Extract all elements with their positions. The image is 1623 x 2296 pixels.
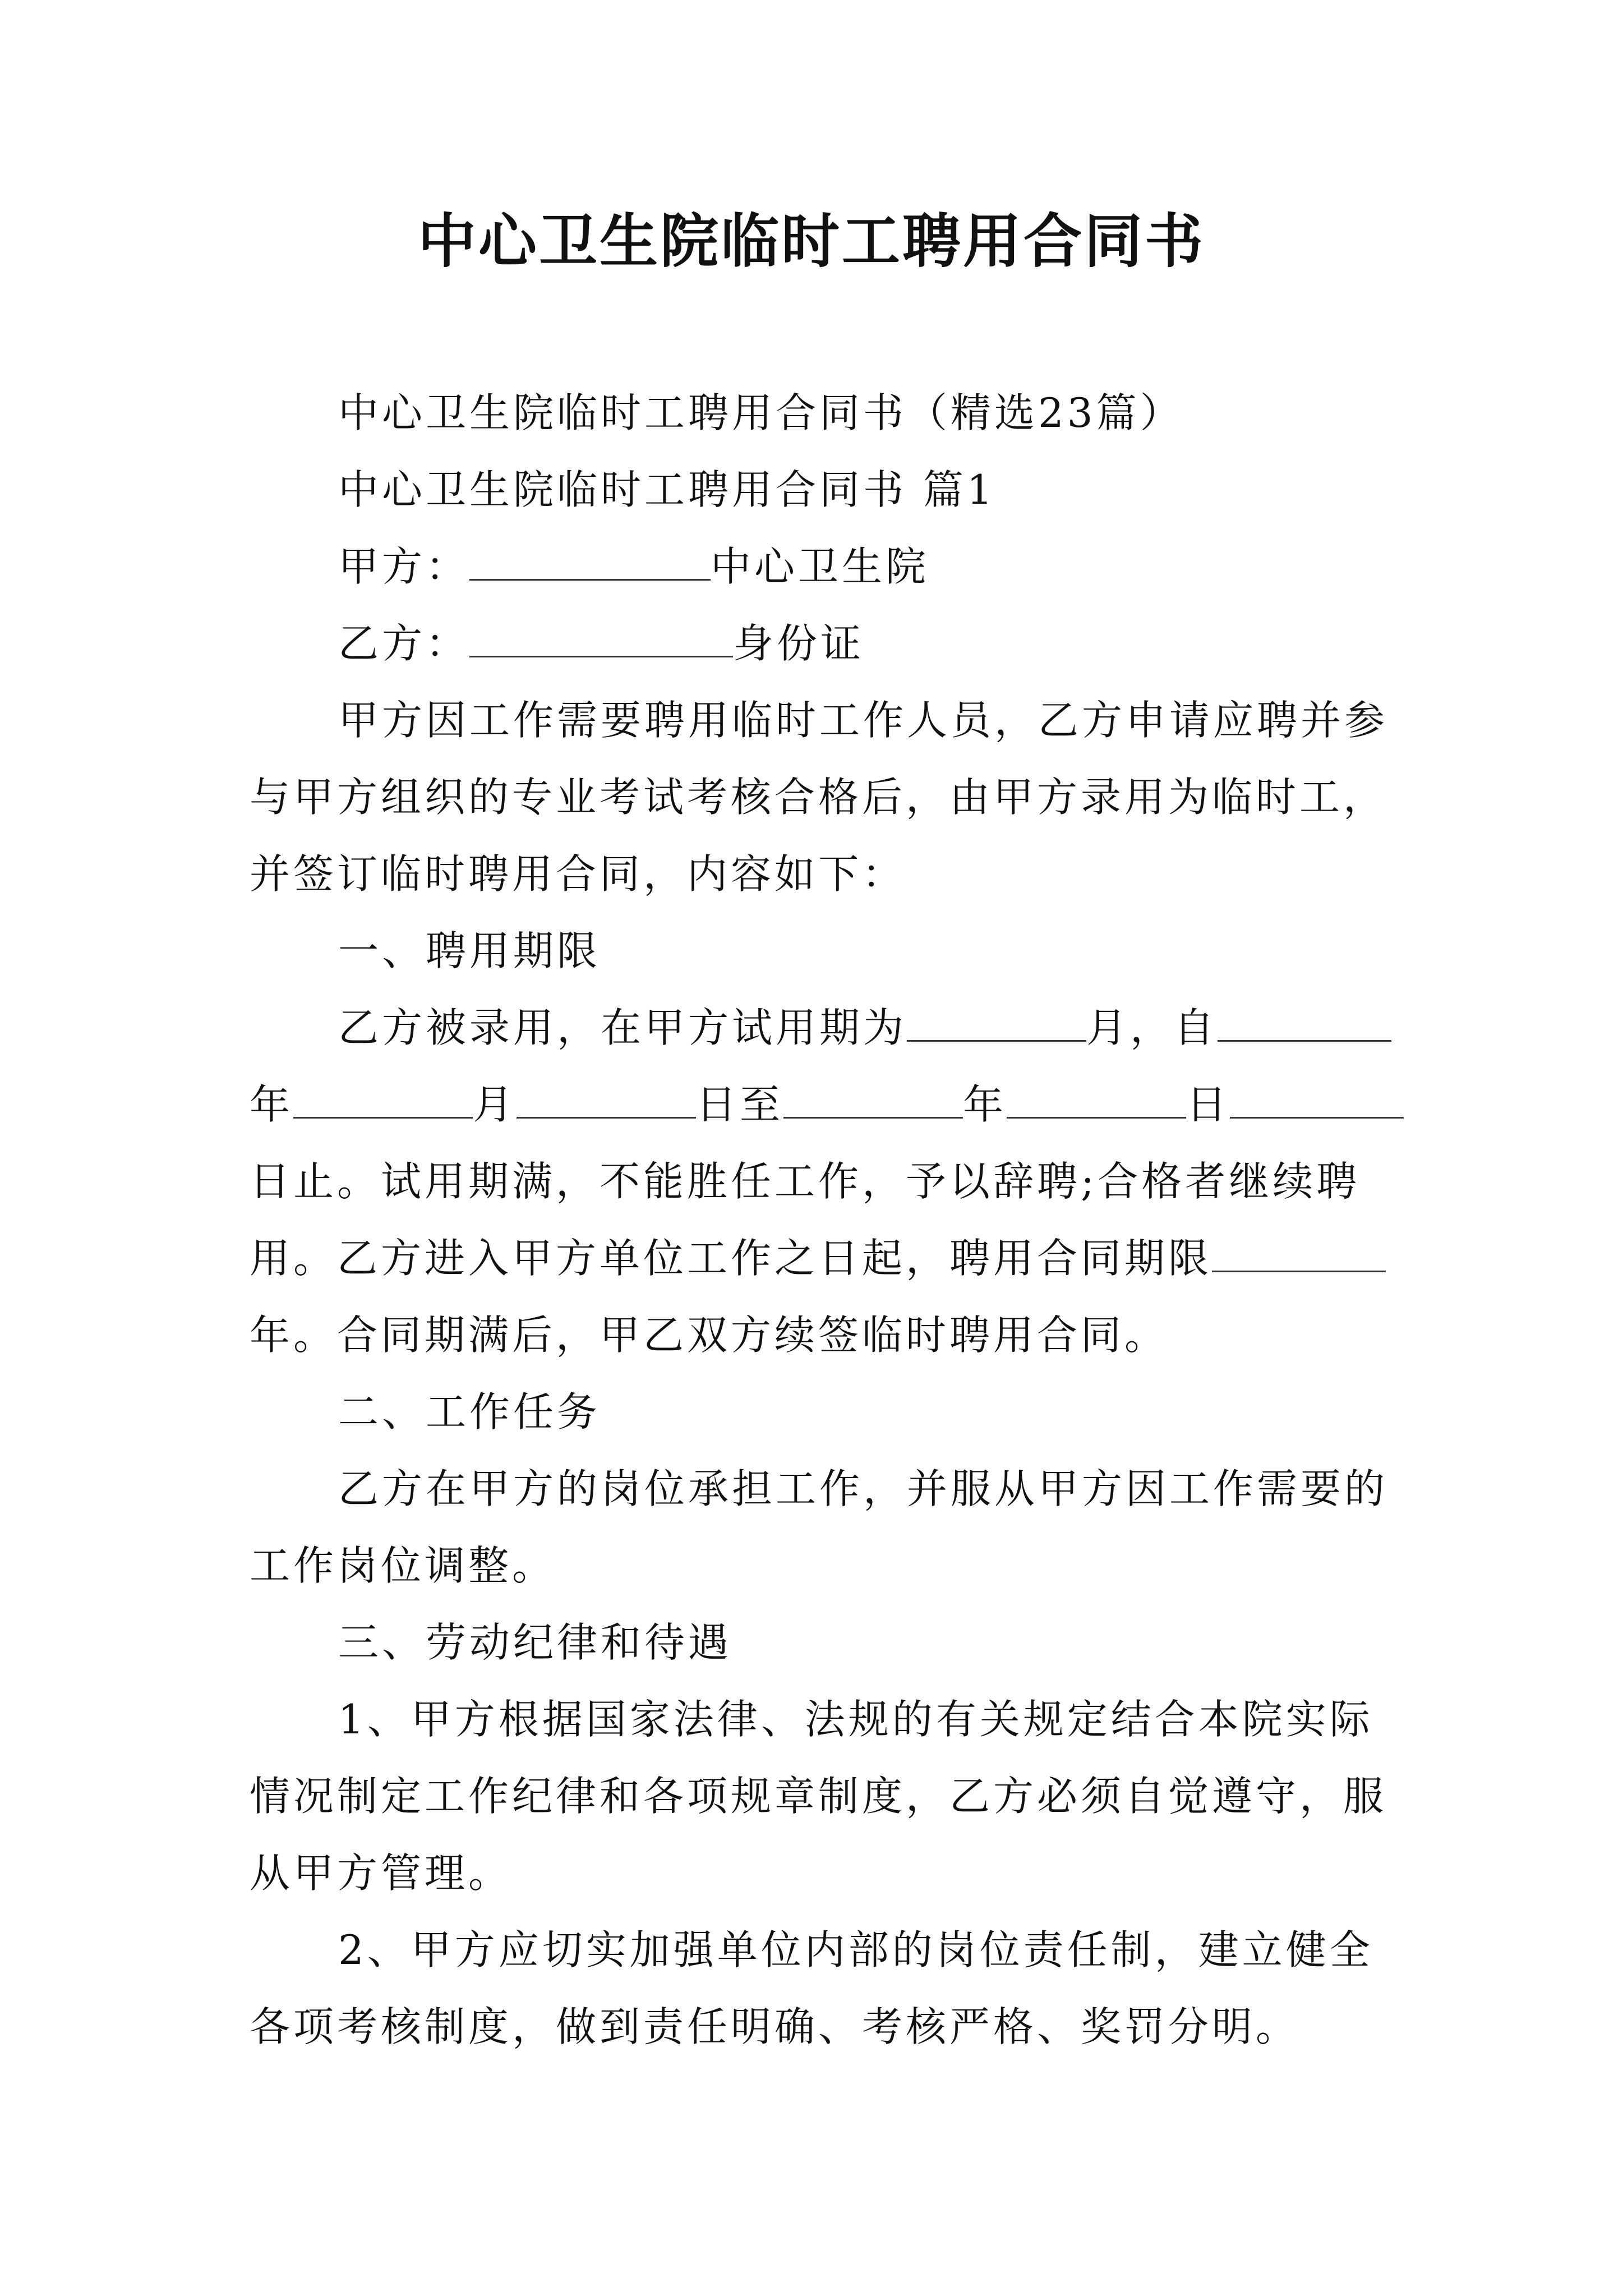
term-text: 月: [473, 1081, 517, 1128]
party-a-line: [250, 528, 1391, 605]
party-b-line: [250, 605, 1391, 682]
term-text: 日: [1186, 1081, 1230, 1128]
section-heading: 中心卫生院临时工聘用合同书 篇1: [338, 466, 996, 513]
start-year-blank: [293, 1082, 473, 1119]
party-a-value: 中心卫生院: [711, 543, 930, 590]
task-line: 乙方在甲方的岗位承担工作，并服从甲方因工作需要的: [338, 1465, 1389, 1512]
term-text: 月，自: [1086, 1004, 1218, 1051]
term-text: 年: [250, 1081, 294, 1128]
intro-line: 并签订临时聘用合同，内容如下：: [250, 850, 906, 898]
end-year-blank: [783, 1082, 963, 1119]
item2-line: 各项考核制度，做到责任明确、考核严格、奖罚分明。: [250, 2003, 1300, 2050]
term-line: [250, 990, 1391, 1066]
start-blank: [1218, 1005, 1391, 1042]
document-body: [250, 375, 1391, 2065]
intro-line: 甲方因工作需要聘用临时工作人员，乙方申请应聘并参: [338, 697, 1389, 744]
start-month-blank: [517, 1082, 696, 1119]
term-line: [250, 1066, 1391, 1143]
term-text: 年: [963, 1081, 1007, 1128]
subtitle: 中心卫生院临时工聘用合同书（精选23篇）: [338, 389, 1184, 436]
item1-line: 情况制定工作纪律和各项规章制度，乙方必须自觉遵守，服: [250, 1773, 1387, 1820]
term-line: 日止。试用期满，不能胜任工作，予以辞聘;合格者继续聘: [250, 1158, 1361, 1205]
term-text: 乙方被录用，在甲方试用期为: [338, 1004, 907, 1051]
term-text: 用。乙方进入甲方单位工作之日起，聘用合同期限: [250, 1235, 1212, 1282]
intro-line: 与甲方组织的专业考试考核合格后，由甲方录用为临时工，: [250, 774, 1387, 821]
party-b-label: 乙方：: [338, 620, 470, 667]
term-line: 年。合同期满后，甲乙双方续签临时聘用合同。: [250, 1312, 1169, 1359]
party-b-value: 身份证: [733, 620, 865, 667]
party-b-blank: [469, 621, 733, 657]
probation-months-blank: [907, 1005, 1086, 1042]
task-line: 工作岗位调整。: [250, 1542, 556, 1589]
party-a-blank: [469, 544, 711, 581]
term-line: [250, 1220, 1391, 1297]
document-title: 中心卫生院临时工聘用合同书: [417, 206, 1205, 275]
end-day-blank: [1230, 1082, 1404, 1119]
party-a-label: 甲方：: [338, 543, 470, 590]
item1-line: 从甲方管理。: [250, 1849, 513, 1897]
heading-term: 一、聘用期限: [338, 927, 601, 974]
item2-line: 2、甲方应切实加强单位内部的岗位责任制，建立健全: [338, 1926, 1373, 1973]
contract-years-blank: [1212, 1236, 1386, 1272]
term-text: 日至: [696, 1081, 784, 1128]
item1-line: 1、甲方根据国家法律、法规的有关规定结合本院实际: [338, 1696, 1373, 1743]
heading-task: 二、工作任务: [338, 1388, 601, 1435]
end-month-blank: [1007, 1082, 1186, 1119]
heading-discipline: 三、劳动纪律和待遇: [338, 1619, 732, 1666]
